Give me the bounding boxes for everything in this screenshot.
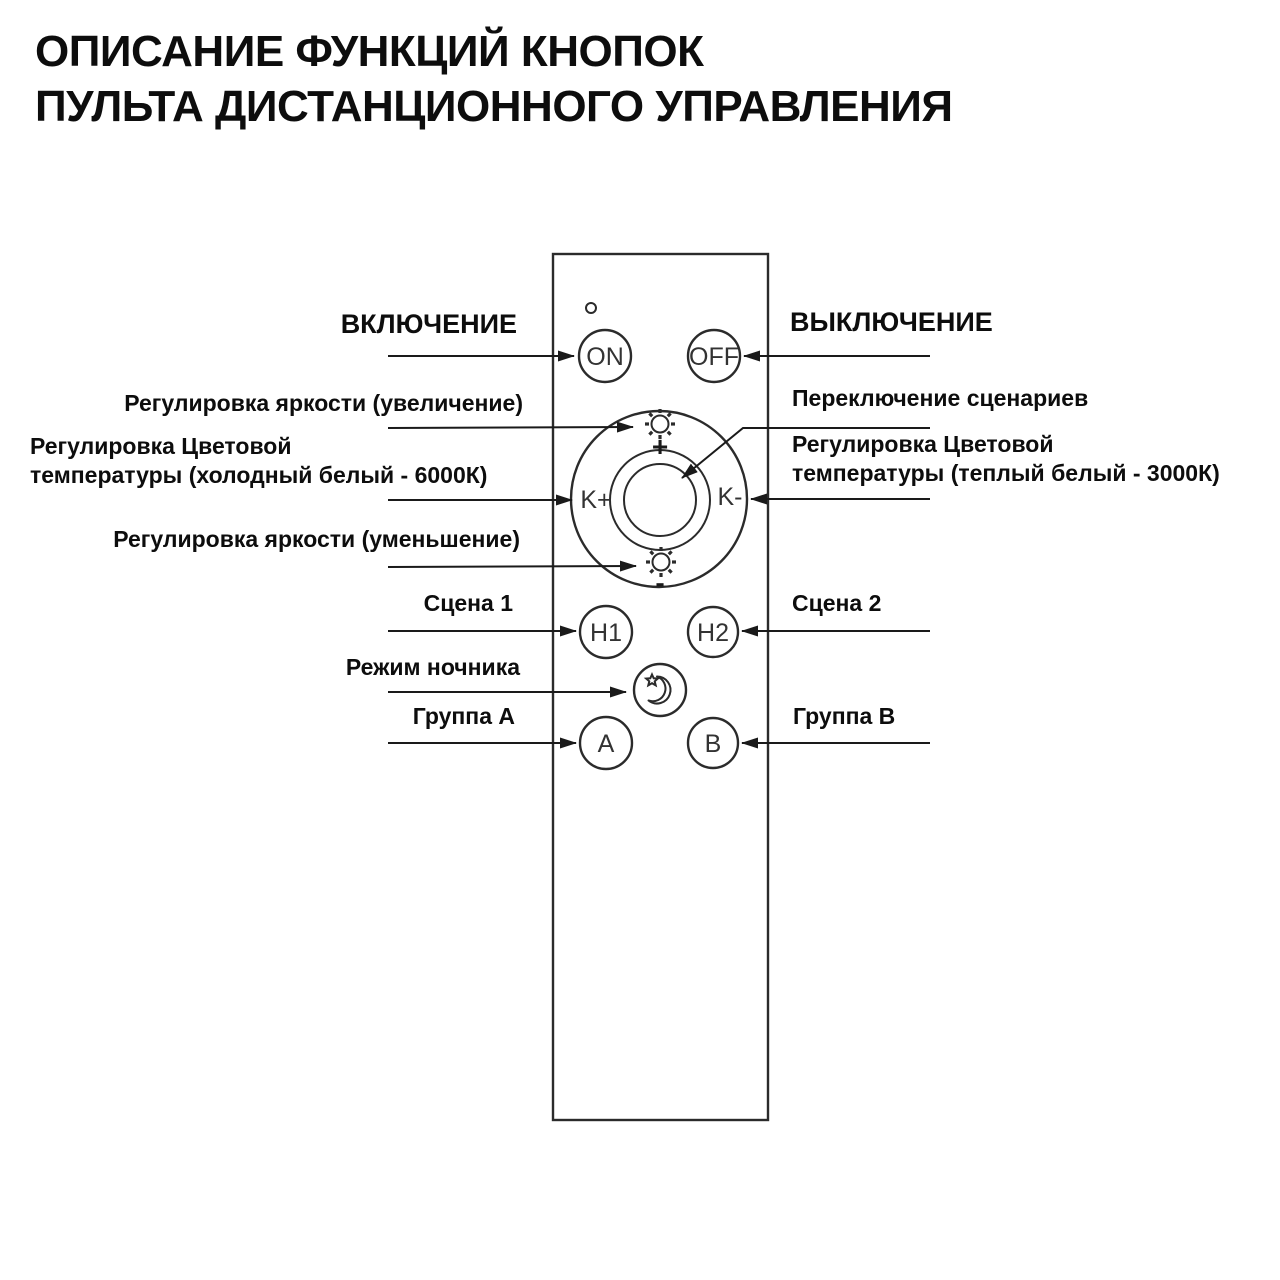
night-mode-button [634,664,686,716]
label-group-a: Группа А [412,703,515,729]
h2-button-label: H2 [697,619,729,647]
label-temp-warm-line1: Регулировка Цветовой [792,431,1054,457]
k-minus-button-label: K- [717,483,743,511]
label-scene-1: Сцена 1 [423,590,513,616]
brightness-minus-symbol: - [655,567,665,598]
off-button-label: OFF [689,343,739,371]
label-brightness-up: Регулировка яркости (увеличение) [124,390,523,416]
label-temp-cold-line1: Регулировка Цветовой [30,433,292,459]
on-button-label: ON [586,343,624,371]
label-group-b: Группа B [793,703,896,729]
label-power-on: ВКЛЮЧЕНИЕ [340,309,517,339]
label-power-off: ВЫКЛЮЧЕНИЕ [790,307,993,337]
label-temp-warm [792,430,1220,488]
label-scenario-switch: Переключение сценариев [792,385,1089,411]
label-scene-2: Сцена 2 [792,590,882,616]
group-a-button-label: A [597,730,615,758]
brightness-plus-symbol: + [651,431,669,462]
arrow-brightness-down [388,566,636,567]
label-brightness-down: Регулировка яркости (уменьшение) [113,526,520,552]
label-temp-cold [30,432,487,490]
page-title-line2: ПУЛЬТА ДИСТАНЦИОННОГО УПРАВЛЕНИЯ [35,82,953,131]
h1-button-label: H1 [590,619,622,647]
page-title-line1: ОПИСАНИЕ ФУНКЦИЙ КНОПОК [35,27,704,76]
label-temp-warm-line2: температуры (теплый белый - 3000К) [792,460,1220,486]
label-temp-cold-line2: температуры (холодный белый - 6000К) [30,462,488,488]
label-night-mode: Режим ночника [345,654,520,680]
arrow-brightness-up [388,427,633,428]
k-plus-button-label: K+ [580,486,612,514]
group-b-button-label: B [704,730,722,758]
